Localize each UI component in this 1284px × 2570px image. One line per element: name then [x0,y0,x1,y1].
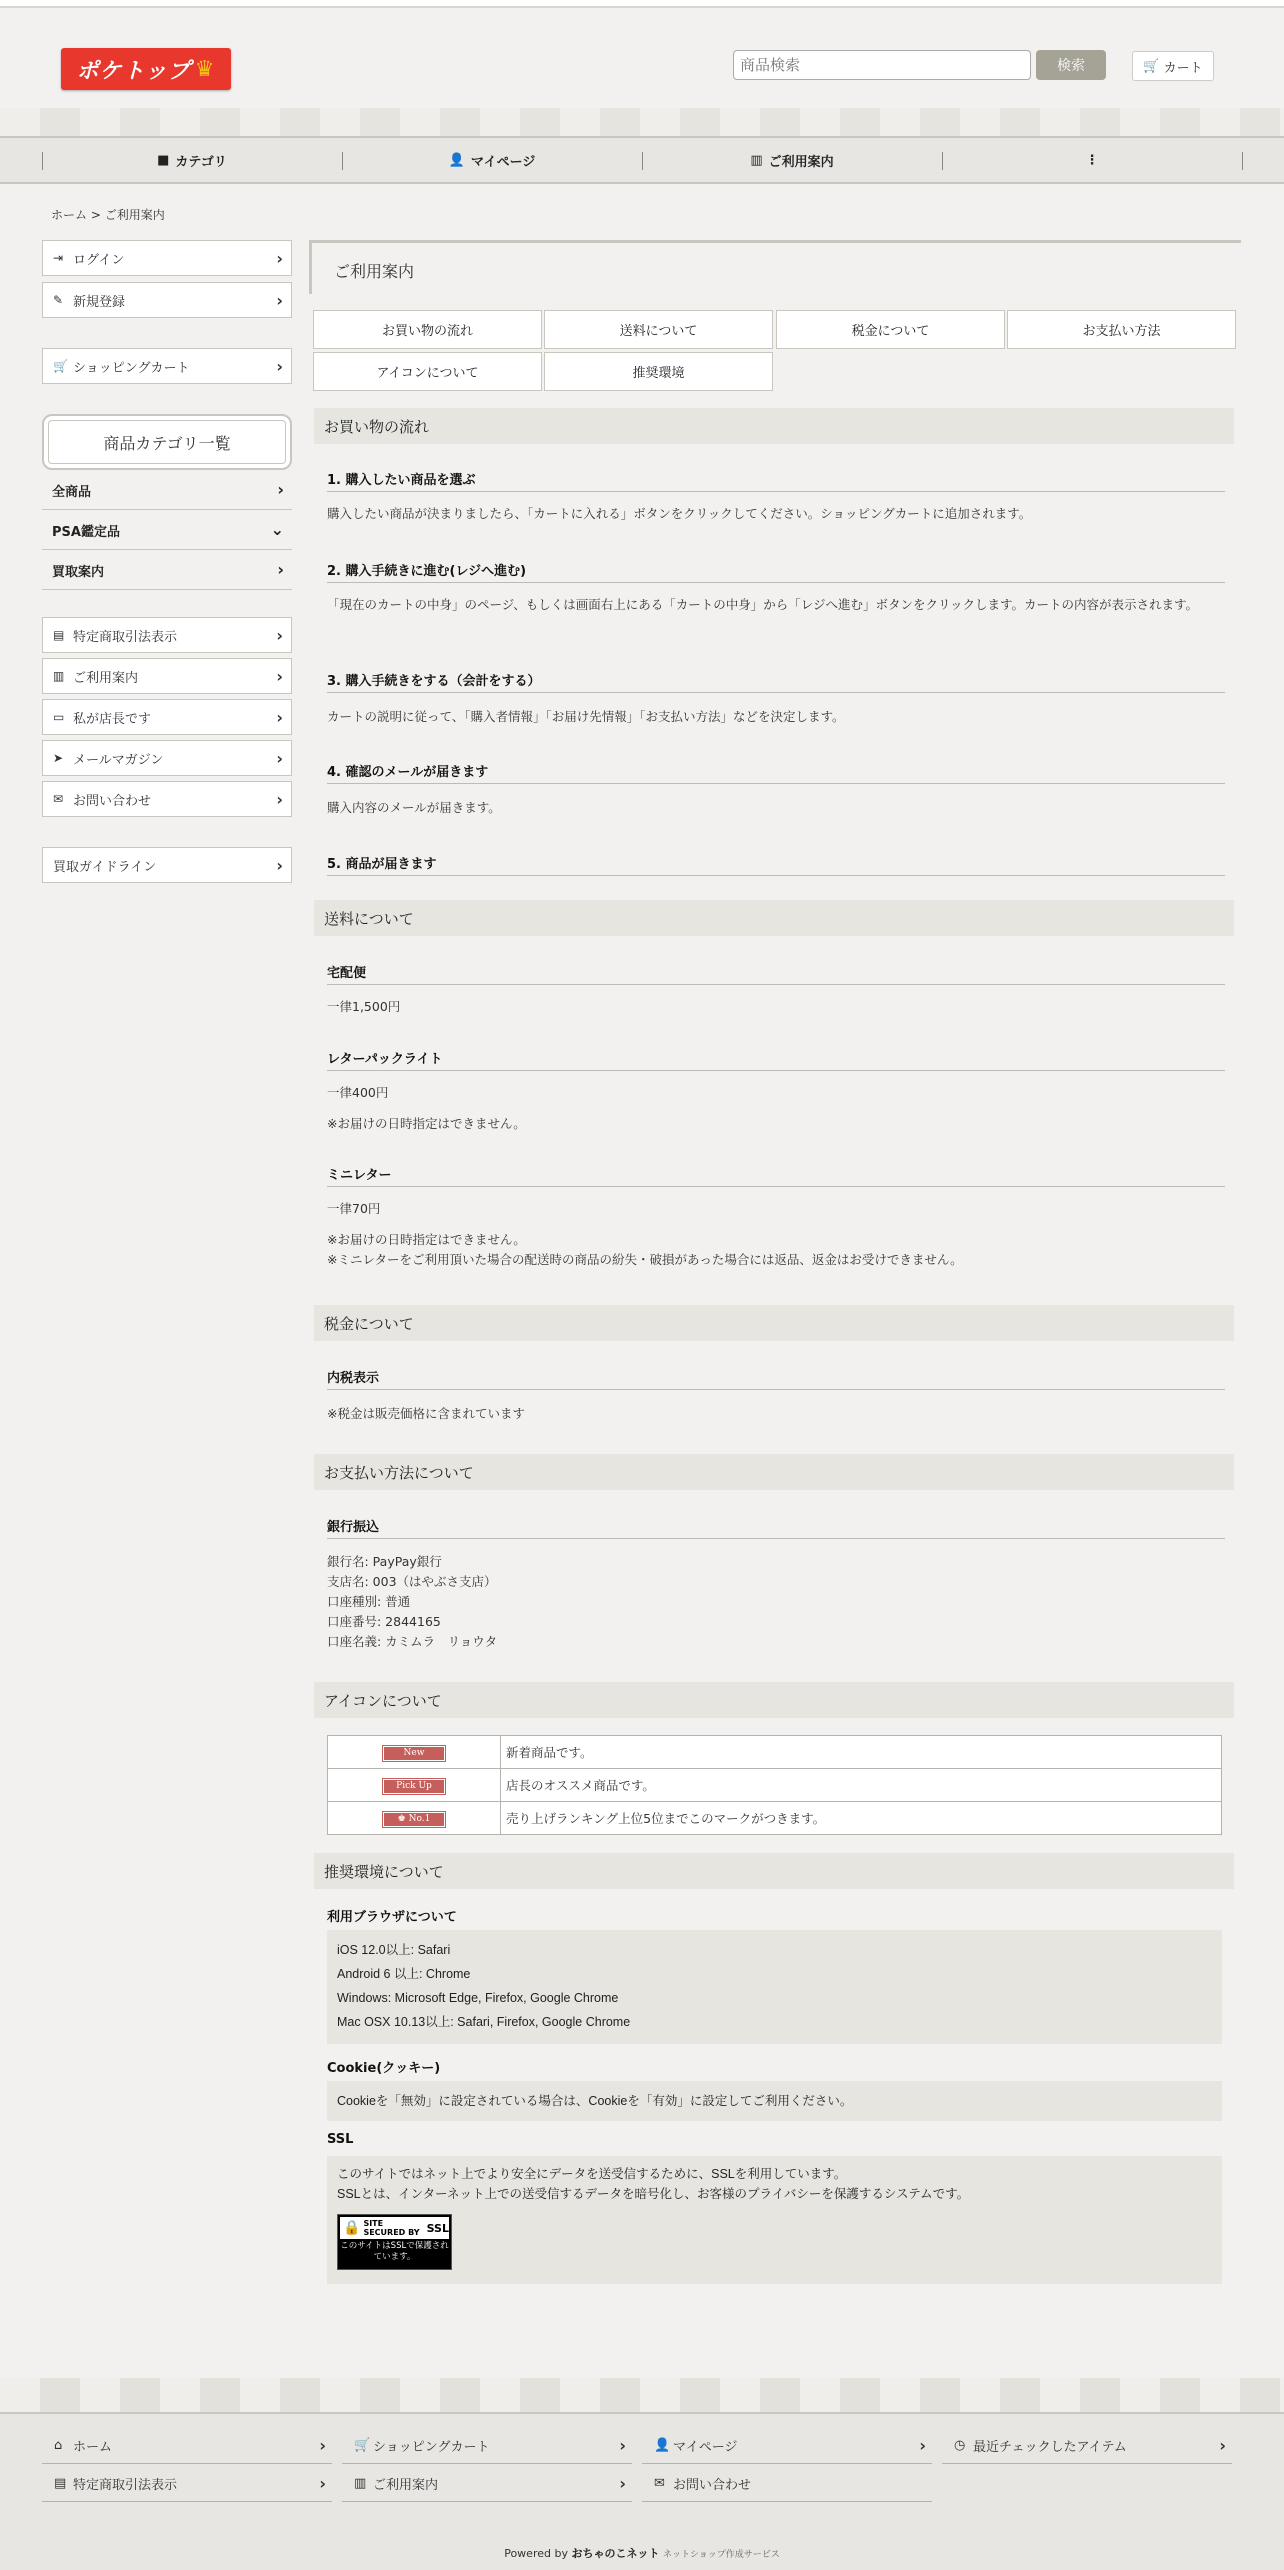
page-title: ご利用案内 [334,262,415,281]
clock-icon: ◷ [954,2438,966,2453]
shipping-letterpack-title: レターパックライト [327,1044,1225,1071]
footer-mypage[interactable]: 👤 マイページ › [642,2428,932,2464]
gnav-guide[interactable]: ▥ ご利用案内 [750,152,834,170]
footer-ornament [0,2378,1284,2414]
section-shipping-heading: 送料について [314,900,1234,936]
section-icons-heading: アイコンについて [314,1682,1234,1718]
chevron-right-icon: › [277,560,284,579]
sidebar-buyback-guideline[interactable]: 買取ガイドライン › [42,847,292,883]
gnav-category[interactable]: ■ カテゴリ [157,152,227,170]
icon-desc: 店長のオススメ商品です。 [501,1769,1222,1802]
shipping-miniletter-note2: ※ミニレターをご利用頂いた場合の配送時の商品の紛失・破損があった場合には返品、返金はお受けできません。 [327,1252,963,1267]
cart-icon: 🛒 [53,359,68,373]
envelope-icon: ✉ [53,792,64,806]
breadcrumb-home[interactable]: ホーム [51,208,88,222]
breadcrumb: ホーム > ご利用案内 [51,208,165,222]
chevron-right-icon: › [319,2474,326,2493]
tab-flow[interactable]: お買い物の流れ [313,310,542,349]
chevron-right-icon: › [319,2436,326,2455]
chevron-right-icon: › [276,856,283,875]
icon-table [327,1735,1222,1835]
header-ornament [0,108,1284,136]
payment-bank-name: 銀行名: PayPay銀行 [327,1554,442,1569]
pencil-icon: ✎ [53,293,64,307]
icon-desc: 売り上げランキング上位5位までこのマークがつきます。 [501,1802,1222,1835]
login-icon: ⇥ [53,251,64,265]
table-row [328,1736,1222,1769]
cart-icon: 🛒 [1143,58,1160,74]
pickup-badge: Pick Up [383,1779,445,1794]
search-button[interactable]: 検索 [1036,50,1106,80]
tax-title: 内税表示 [327,1363,1225,1390]
more-icon: ⋮ [1085,152,1099,168]
document-icon: ▤ [54,2476,67,2491]
shipping-miniletter-price: 一律70円 [327,1201,381,1216]
payment-branch: 支店名: 003（はやぶさ支店） [327,1574,497,1589]
chevron-right-icon: › [277,480,284,499]
table-row [328,1802,1222,1835]
flow-step-4-text: 購入内容のメールが届きます。 [327,800,501,815]
payment-account-type: 口座種別: 普通 [327,1594,411,1609]
flow-step-3-text: カートの説明に従って、「購入者情報」「お届け先情報」「お支払い方法」などを決定します。 [327,709,845,724]
flow-step-3-title: 3. 購入手続きをする（会計をする） [327,666,1225,693]
list-item: Windows: Microsoft Edge, Firefox, Google Chrome [337,1991,619,2005]
payment-account-holder: 口座名義: カミムラ リョウタ [327,1634,498,1649]
sidebar-login[interactable]: ⇥ ログイン › [42,240,292,276]
ssl-title: SSL [327,2132,354,2147]
sidebar-cart[interactable]: 🛒 ショッピングカート › [42,348,292,384]
footer-cart[interactable]: 🛒 ショッピングカート › [342,2428,632,2464]
category-list-title: 商品カテゴリ一覧 [42,414,292,470]
cookie-box: Cookieを「無効」に設定されている場合は、Cookieを「有効」に設定してご利用ください。 [327,2081,1222,2121]
category-all[interactable]: 全商品 › [42,471,292,510]
section-tax-heading: 税金について [314,1305,1234,1341]
flow-step-2-title: 2. 購入手続きに進む(レジへ進む) [327,556,1225,583]
chevron-right-icon: › [276,790,283,809]
category-buyback[interactable]: 買取案内 › [42,551,292,590]
shipping-takuhaibin-price: 一律1,500円 [327,999,401,1014]
tax-text: ※税金は販売価格に含まれています [327,1406,525,1421]
page-title-box [309,240,1241,294]
powered-by: Powered by おちゃのこネット ネットショップ作成サービス [504,2547,780,2560]
list-item: Mac OSX 10.13以上: Safari, Firefox, Google Chrome [337,2015,631,2029]
shipping-miniletter-title: ミニレター [327,1160,1225,1187]
footer-contact[interactable]: ✉ お問い合わせ [642,2466,932,2502]
home-icon: ⌂ [54,2438,63,2453]
chevron-right-icon: › [276,291,283,310]
shipping-takuhaibin-title: 宅配便 [327,958,1225,985]
table-row [328,1769,1222,1802]
sidebar-contact[interactable]: ✉ お問い合わせ › [42,781,292,817]
footer-tokushoho[interactable]: ▤ 特定商取引法表示 › [42,2466,332,2502]
id-card-icon: ▭ [53,710,65,724]
sidebar-manager[interactable]: ▭ 私が店長です › [42,699,292,735]
payment-title: 銀行振込 [327,1512,1225,1539]
powered-by-link[interactable]: おちゃのこネット [571,2547,660,2560]
map-icon: ▥ [354,2476,367,2491]
chevron-right-icon: › [919,2436,926,2455]
tab-icons[interactable]: アイコンについて [313,352,542,391]
sidebar-register[interactable]: ✎ 新規登録 › [42,282,292,318]
chevron-right-icon: › [276,249,283,268]
breadcrumb-current: ご利用案内 [104,208,165,222]
section-payment-heading: お支払い方法について [314,1454,1234,1490]
lock-icon: 🔒 [343,2220,361,2236]
browser-list [327,1930,1222,2044]
user-icon: 👤 [448,152,465,168]
user-icon: 👤 [654,2438,671,2453]
tab-payment[interactable]: お支払い方法 [1007,310,1236,349]
list-item: iOS 12.0以上: Safari [337,1943,451,1957]
flow-step-1-text: 購入したい商品が決まりましたら、「カートに入れる」ボタンをクリックしてください。ショッピングカートに追加されます。 [327,506,1032,521]
new-badge: New [383,1746,445,1761]
payment-account-number: 口座番号: 2844165 [327,1614,441,1629]
envelope-icon: ✉ [654,2476,665,2491]
paper-plane-icon: ➤ [53,751,64,765]
footer-recent[interactable]: ◷ 最近チェックしたアイテム › [942,2428,1232,2464]
section-flow-heading: お買い物の流れ [314,408,1234,444]
shipping-miniletter-note1: ※お届けの日時指定はできません。 [327,1232,526,1247]
list-item: Android 6 以上: Chrome [337,1967,471,1981]
chevron-right-icon: › [276,708,283,727]
browser-title: 利用ブラウザについて [327,1910,457,1925]
shipping-letterpack-price: 一律400円 [327,1085,389,1100]
ssl-box: このサイトではネット上でより安全にデータを送受信するために、SSLを利用しています。 SSLとは、インターネット上での送受信するデータを暗号化し、お客様のプライバシーを保護するシステムです。 [327,2156,1222,2284]
section-env-heading: 推奨環境について [314,1853,1234,1889]
search-input[interactable] [733,50,1031,80]
chevron-right-icon: › [276,626,283,645]
chevron-right-icon: › [276,357,283,376]
flow-step-2-text: 「現在のカートの中身」のページ、もしくは画面右上にある「カートの中身」から「レジへ進む」ボタンをクリックします。カートの内容が表示されます。 [327,597,1198,612]
crown-icon: ♚ [397,1814,409,1824]
gnav-more[interactable] [942,138,1242,182]
footer-guide[interactable]: ▥ ご利用案内 › [342,2466,632,2502]
sidebar-mailmagazine[interactable]: ➤ メールマガジン › [42,740,292,776]
chevron-right-icon: › [276,749,283,768]
global-nav [0,136,1284,184]
sidebar-tokushoho[interactable]: ▤ 特定商取引法表示 › [42,617,292,653]
no1-badge: ♚ No.1 [383,1812,445,1827]
chevron-right-icon: › [619,2474,626,2493]
chevron-down-icon: ⌄ [270,520,284,539]
tab-tax[interactable]: 税金について [776,310,1005,349]
chevron-right-icon: › [619,2436,626,2455]
cookie-title: Cookie(クッキー) [327,2061,441,2076]
header-cart-button[interactable]: 🛒 カート [1132,51,1214,81]
folder-icon: ■ [157,152,170,168]
chevron-right-icon: › [1219,2436,1226,2455]
chevron-right-icon: › [276,667,283,686]
document-icon: ▤ [53,628,65,642]
shipping-letterpack-note: ※お届けの日時指定はできません。 [327,1116,526,1131]
map-icon: ▥ [53,669,65,683]
ssl-seal[interactable]: 🔒 SITE SECURED BY SSL このサイトはSSLで保護されています。 [337,2214,452,2270]
sidebar-guide[interactable]: ▥ ご利用案内 › [42,658,292,694]
gnav-mypage[interactable]: 👤 マイページ [448,152,536,170]
tab-shipping[interactable]: 送料について [544,310,773,349]
site-logo[interactable]: ポケトップ ♛ [61,48,231,90]
icon-desc: 新着商品です。 [501,1736,1222,1769]
footer-home[interactable]: ⌂ ホーム › [42,2428,332,2464]
flow-step-4-title: 4. 確認のメールが届きます [327,757,1225,784]
flow-step-5-title: 5. 商品が届きます [327,849,1225,876]
category-psa[interactable]: PSA鑑定品 ⌄ [42,511,292,550]
tab-environment[interactable]: 推奨環境 [544,352,773,391]
flow-step-1-title: 1. 購入したい商品を選ぶ [327,465,1225,492]
cart-icon: 🛒 [354,2438,371,2453]
map-icon: ▥ [750,152,763,168]
crown-icon: ♛ [194,56,216,82]
